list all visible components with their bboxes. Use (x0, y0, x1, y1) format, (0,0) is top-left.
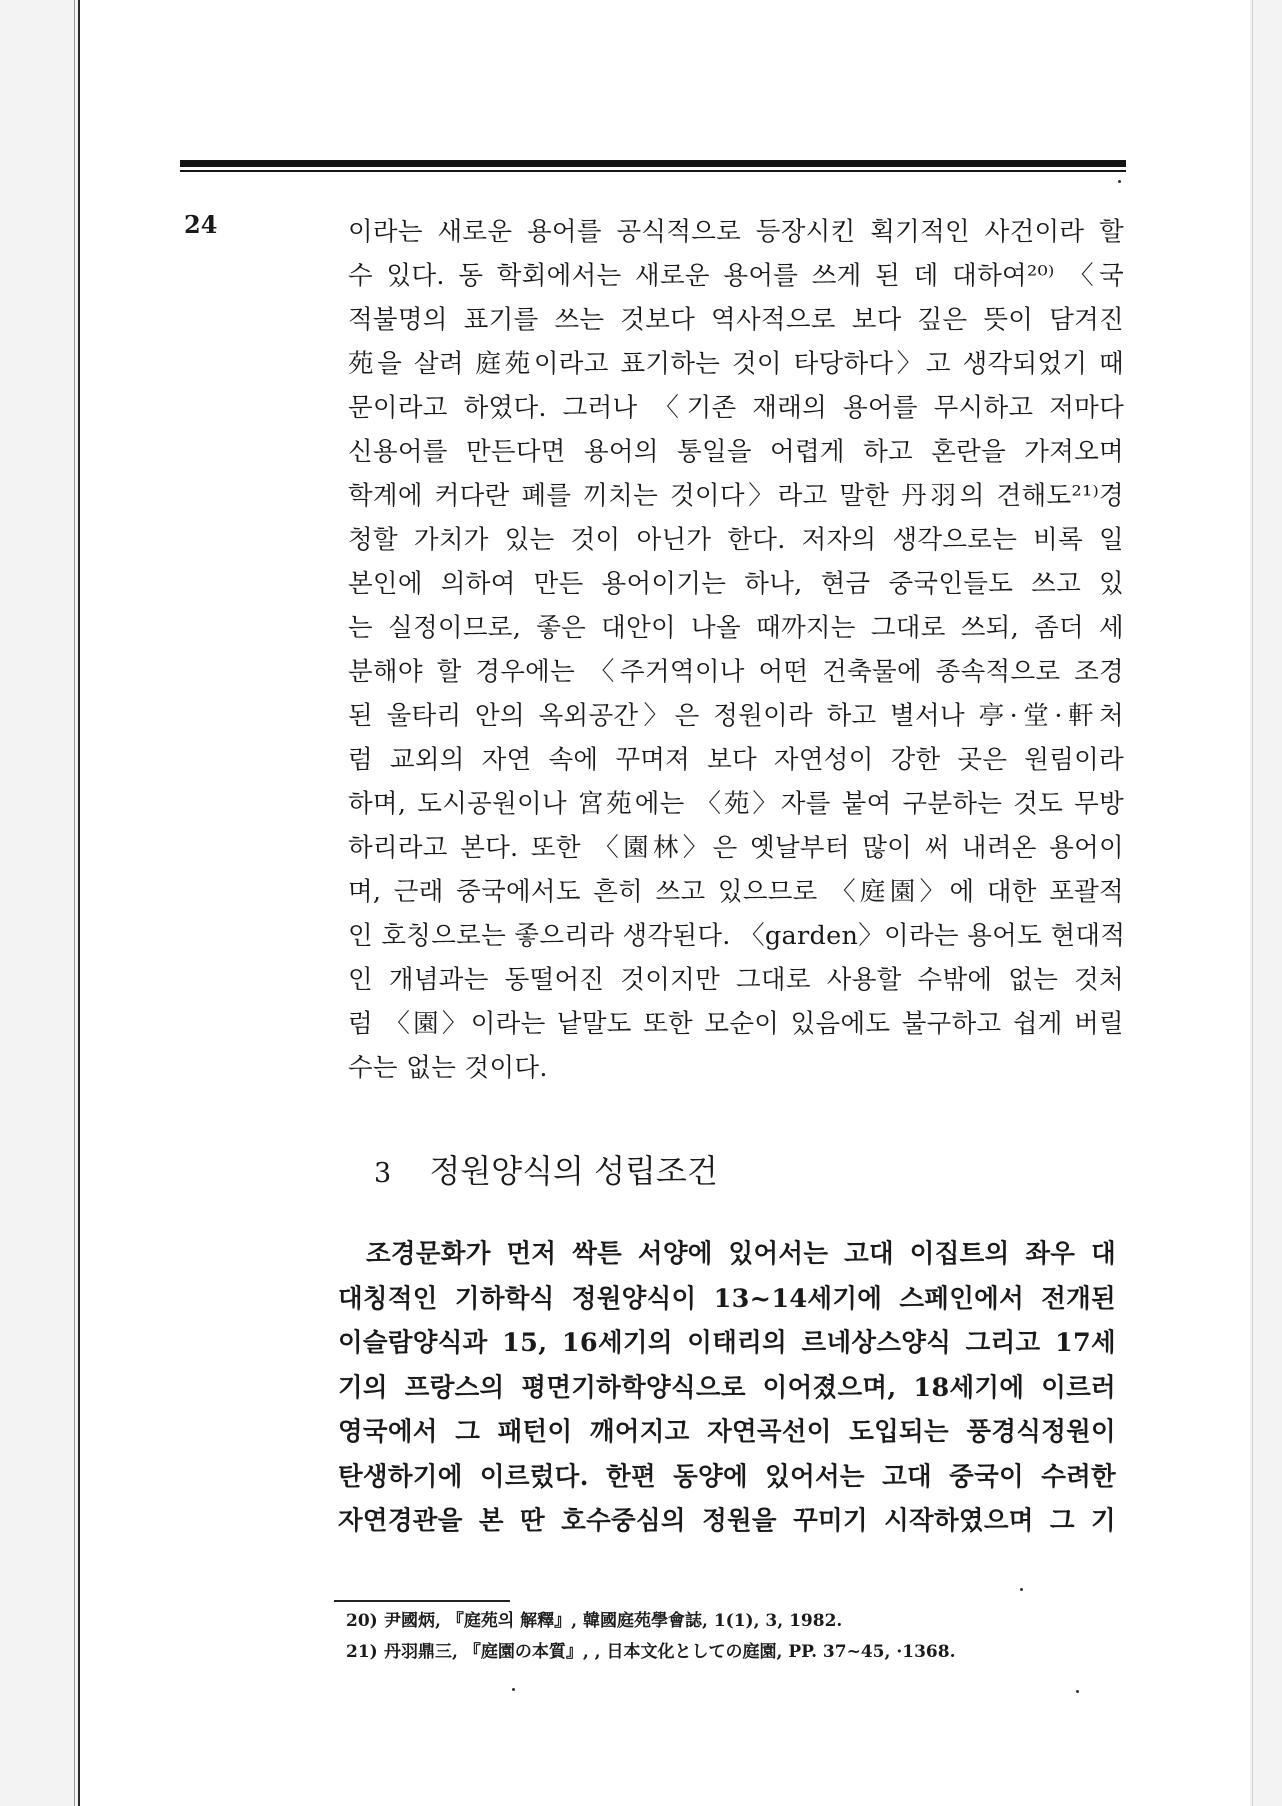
section-number: 3 (374, 1158, 392, 1189)
text-line: 럼 〈園〉이라는 낱말도 또한 모순이 있음에도 불구하고 쉽게 버릴 (348, 1009, 1124, 1039)
text-line: 조경문화가 먼저 싹튼 서양에 있어서는 고대 이집트의 좌우 대 (366, 1239, 1116, 1269)
text-line: 대칭적인 기하학식 정원양식이 13~14세기에 스페인에서 전개된 (338, 1283, 1116, 1314)
text-line: 수 있다. 동 학회에서는 새로운 용어를 쓰게 된 데 대하여²⁰⁾ 〈국 (348, 261, 1124, 291)
text-line: 탄생하기에 이르렀다. 한편 동양에 있어서는 고대 중국이 수려한 (338, 1461, 1116, 1492)
footnote-text: 丹羽鼎三, 『庭園の本質』, , 日本文化としての庭園, PP. 37~45, ·1368. (384, 1642, 956, 1662)
text-line: 영국에서 그 패턴이 깨어지고 자연곡선이 도입되는 풍경식정원이 (338, 1417, 1116, 1447)
text-line: 기의 프랑스의 평면기하학양식으로 이어졌으며, 18세기에 이르러 (338, 1372, 1116, 1403)
page-number: 24 (184, 210, 218, 239)
text-line: 는 실정이므로, 좋은 대안이 나올 때까지는 그대로 쓰되, 좀더 세 (348, 613, 1124, 643)
footnotes (346, 1606, 1126, 1668)
text-line: 본인에 의하여 만든 용어이기는 하나, 현금 중국인들도 쓰고 있 (348, 569, 1124, 599)
print-speck (1076, 1690, 1079, 1693)
header-rule-thin (180, 170, 1126, 172)
footnote-21 (346, 1637, 1126, 1668)
footnote-number: 21) (346, 1642, 378, 1662)
section-title: 정원양식의 성립조건 (429, 1152, 718, 1190)
print-speck (1118, 180, 1121, 183)
text-line: 된 울타리 안의 옥외공간〉은 정원이라 하고 별서나 亭·堂·軒처 (348, 701, 1124, 731)
header-rule-thick (180, 160, 1126, 167)
text-line: 학계에 커다란 폐를 끼치는 것이다〉라고 말한 丹羽의 견해도²¹⁾경 (348, 481, 1124, 511)
section-heading (374, 1146, 718, 1192)
text-line: 문이라고 하였다. 그러나 〈기존 재래의 용어를 무시하고 저마다 (348, 393, 1124, 423)
text-line: 럼 교외의 자연 속에 꾸며져 보다 자연성이 강한 곳은 원림이라 (348, 745, 1124, 775)
print-speck (1020, 1588, 1023, 1591)
footnote-number: 20) (346, 1611, 378, 1631)
footnote-rule (334, 1600, 510, 1602)
text-line: 인 호칭으로는 좋으리라 생각된다. 〈garden〉이라는 용어도 현대적 (348, 921, 1126, 951)
footnote-20 (346, 1606, 1126, 1637)
paragraph-1 (348, 210, 1124, 1090)
text-line: 인 개념과는 동떨어진 것이지만 그대로 사용할 수밖에 없는 것처 (348, 965, 1124, 995)
text-line: 수는 없는 것이다. (348, 1053, 548, 1083)
text-line: 분해야 할 경우에는 〈주거역이나 어떤 건축물에 종속적으로 조경 (348, 657, 1124, 687)
text-line: 신용어를 만든다면 용어의 통일을 어렵게 하고 혼란을 가져오며 (348, 437, 1124, 467)
text-line: 이라는 새로운 용어를 공식적으로 등장시킨 획기적인 사건이라 할 (348, 217, 1124, 247)
text-line: 자연경관을 본 딴 호수중심의 정원을 꾸미기 시작하였으며 그 기 (338, 1506, 1116, 1536)
page-edge-shadow (74, 0, 75, 1806)
text-line: 苑을 살려 庭苑이라고 표기하는 것이 타당하다〉고 생각되었기 때 (348, 349, 1124, 379)
text-line: 청할 가치가 있는 것이 아닌가 한다. 저자의 생각으로는 비록 일 (348, 525, 1124, 555)
text-line: 이슬람양식과 15, 16세기의 이태리의 르네상스양식 그리고 17세 (338, 1328, 1116, 1358)
text-line: 며, 근래 중국에서도 흔히 쓰고 있으므로 〈庭園〉에 대한 포괄적 (348, 877, 1124, 907)
text-line: 하리라고 본다. 또한 〈園林〉은 옛날부터 많이 써 내려온 용어이 (348, 833, 1124, 863)
page-right-edge (1252, 0, 1253, 1806)
footnote-text: 尹國炳, 『庭苑의 解釋』, 韓國庭苑學會誌, 1(1), 3, 1982. (384, 1611, 843, 1631)
text-line: 하며, 도시공원이나 宮苑에는 〈苑〉자를 붙여 구분하는 것도 무방 (348, 789, 1124, 819)
text-line: 적불명의 표기를 쓰는 것보다 역사적으로 보다 깊은 뜻이 담겨진 (348, 305, 1124, 335)
print-speck (512, 1688, 515, 1691)
paragraph-2 (338, 1232, 1116, 1544)
